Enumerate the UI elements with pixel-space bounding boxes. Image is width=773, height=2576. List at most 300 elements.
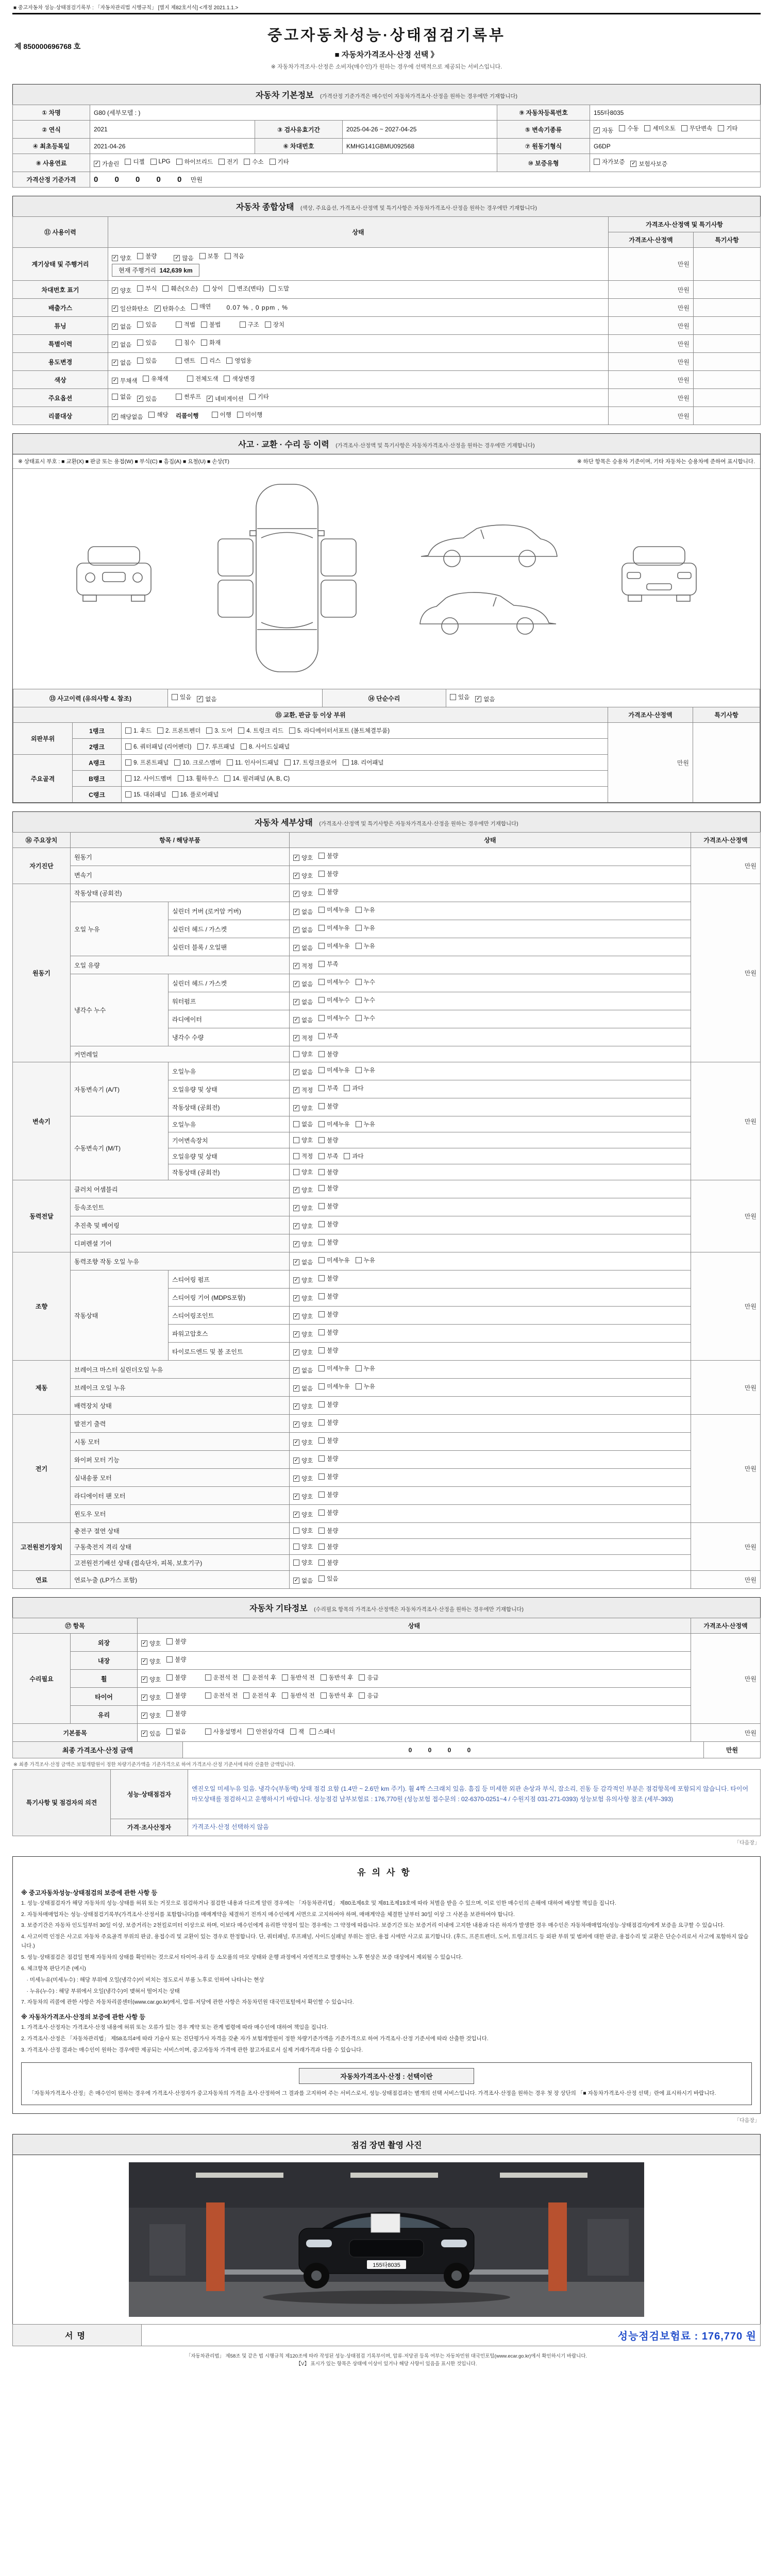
checkbox-option[interactable] — [619, 124, 638, 132]
checkbox-unchecked-icon[interactable] — [172, 694, 178, 700]
checkbox-option[interactable] — [150, 159, 171, 165]
checkbox-option[interactable] — [318, 924, 349, 932]
checkbox-checked-icon[interactable]: ✓ — [94, 161, 99, 166]
checkbox-unchecked-icon[interactable] — [318, 1528, 325, 1534]
checkbox-unchecked-icon[interactable] — [137, 285, 143, 292]
checkbox-unchecked-icon[interactable] — [225, 253, 231, 259]
checkbox-unchecked-icon[interactable] — [356, 979, 362, 985]
checkbox-unchecked-icon[interactable] — [318, 1033, 325, 1039]
checkbox-option[interactable] — [155, 304, 186, 313]
checkbox-option[interactable] — [243, 1691, 276, 1700]
checkbox-option[interactable] — [293, 1420, 313, 1429]
checkbox-checked-icon[interactable]: ✓ — [112, 378, 117, 383]
checkbox-checked-icon[interactable]: ✓ — [112, 306, 117, 311]
checkbox-option[interactable] — [293, 980, 313, 988]
checkbox-option[interactable] — [318, 1238, 338, 1246]
checkbox-checked-icon[interactable]: ✓ — [142, 1658, 147, 1664]
checkbox-option[interactable] — [475, 695, 495, 703]
checkbox-unchecked-icon[interactable] — [204, 285, 210, 292]
checkbox-unchecked-icon[interactable] — [318, 1257, 325, 1263]
checkbox-checked-icon[interactable]: ✓ — [294, 1017, 299, 1023]
checkbox-unchecked-icon[interactable] — [594, 159, 600, 165]
checkbox-unchecked-icon[interactable] — [166, 1692, 173, 1699]
checkbox-option[interactable] — [205, 1673, 238, 1682]
checkbox-checked-icon[interactable]: ✓ — [294, 1277, 299, 1283]
checkbox-option[interactable] — [176, 338, 195, 347]
checkbox-option[interactable] — [141, 1711, 161, 1720]
checkbox-unchecked-icon[interactable] — [162, 285, 169, 292]
checkbox-option[interactable] — [176, 158, 213, 166]
checkbox-unchecked-icon[interactable] — [226, 358, 232, 364]
checkbox-checked-icon[interactable]: ✓ — [294, 1205, 299, 1211]
checkbox-option[interactable] — [318, 1472, 338, 1481]
checkbox-option[interactable] — [356, 942, 375, 950]
checkbox-option[interactable] — [356, 1066, 375, 1074]
checkbox-unchecked-icon[interactable] — [318, 1239, 325, 1245]
checkbox-option[interactable] — [293, 926, 313, 934]
checkbox-unchecked-icon[interactable] — [137, 321, 143, 328]
checkbox-option[interactable] — [226, 357, 251, 365]
checkbox-unchecked-icon[interactable] — [318, 1510, 325, 1516]
checkbox-unchecked-icon[interactable] — [176, 159, 182, 165]
checkbox-option[interactable] — [321, 1673, 354, 1682]
checkbox-unchecked-icon[interactable] — [176, 394, 182, 400]
checkbox-unchecked-icon[interactable] — [137, 253, 143, 259]
checkbox-option[interactable] — [201, 320, 221, 329]
checkbox-unchecked-icon[interactable] — [318, 925, 325, 931]
checkbox-unchecked-icon[interactable] — [318, 1085, 325, 1091]
checkbox-option[interactable] — [290, 1727, 304, 1736]
checkbox-unchecked-icon[interactable] — [125, 775, 131, 782]
checkbox-unchecked-icon[interactable] — [265, 321, 271, 328]
checkbox-unchecked-icon[interactable] — [318, 1015, 325, 1021]
checkbox-unchecked-icon[interactable] — [224, 775, 230, 782]
checkbox-option[interactable] — [318, 1509, 338, 1517]
checkbox-option[interactable] — [318, 1084, 338, 1092]
checkbox-unchecked-icon[interactable] — [143, 376, 149, 382]
checkbox-unchecked-icon[interactable] — [125, 759, 131, 766]
checkbox-checked-icon[interactable]: ✓ — [631, 161, 636, 166]
checkbox-option[interactable] — [359, 1691, 378, 1700]
checkbox-unchecked-icon[interactable] — [344, 1085, 350, 1091]
checkbox-option[interactable] — [318, 1152, 338, 1160]
checkbox-checked-icon[interactable]: ✓ — [294, 1331, 299, 1337]
checkbox-unchecked-icon[interactable] — [356, 907, 362, 913]
checkbox-option[interactable] — [293, 1558, 313, 1567]
checkbox-unchecked-icon[interactable] — [344, 1153, 350, 1159]
checkbox-option[interactable] — [318, 1382, 349, 1391]
checkbox-unchecked-icon[interactable] — [201, 358, 207, 364]
checkbox-unchecked-icon[interactable] — [205, 1728, 211, 1735]
checkbox-checked-icon[interactable]: ✓ — [476, 696, 481, 702]
checkbox-option[interactable] — [125, 758, 169, 767]
checkbox-checked-icon[interactable]: ✓ — [207, 396, 212, 401]
checkbox-option[interactable] — [359, 1673, 378, 1682]
checkbox-option[interactable] — [318, 1346, 338, 1354]
checkbox-option[interactable] — [112, 304, 149, 313]
checkbox-unchecked-icon[interactable] — [166, 1656, 173, 1663]
checkbox-option[interactable] — [212, 411, 231, 419]
checkbox-option[interactable] — [205, 1727, 242, 1736]
checkbox-option[interactable] — [204, 284, 223, 293]
checkbox-checked-icon[interactable]: ✓ — [112, 414, 117, 419]
checkbox-unchecked-icon[interactable] — [356, 1365, 362, 1371]
checkbox-option[interactable] — [187, 375, 218, 383]
checkbox-unchecked-icon[interactable] — [318, 853, 325, 859]
checkbox-unchecked-icon[interactable] — [289, 727, 295, 734]
checkbox-checked-icon[interactable]: ✓ — [175, 255, 179, 261]
checkbox-option[interactable] — [293, 890, 313, 898]
checkbox-option[interactable] — [594, 158, 625, 166]
checkbox-option[interactable] — [293, 1222, 313, 1230]
checkbox-option[interactable] — [293, 962, 313, 970]
checkbox-option[interactable] — [284, 758, 337, 767]
checkbox-option[interactable] — [166, 1727, 186, 1736]
checkbox-option[interactable] — [112, 359, 131, 367]
checkbox-option[interactable] — [199, 252, 219, 260]
checkbox-option[interactable] — [318, 1574, 338, 1583]
checkbox-checked-icon[interactable]: ✓ — [294, 927, 299, 933]
checkbox-checked-icon[interactable]: ✓ — [294, 1313, 299, 1319]
checkbox-option[interactable] — [112, 286, 131, 295]
checkbox-option[interactable] — [249, 393, 269, 401]
checkbox-option[interactable] — [282, 1691, 315, 1700]
checkbox-option[interactable] — [166, 1637, 186, 1646]
checkbox-unchecked-icon[interactable] — [356, 1257, 362, 1263]
checkbox-option[interactable] — [356, 1256, 375, 1264]
checkbox-option[interactable] — [318, 1310, 338, 1318]
checkbox-option[interactable] — [318, 1032, 338, 1040]
checkbox-checked-icon[interactable]: ✓ — [294, 1259, 299, 1265]
checkbox-option[interactable] — [318, 1292, 338, 1300]
checkbox-option[interactable] — [318, 1168, 338, 1176]
checkbox-option[interactable] — [112, 413, 143, 421]
checkbox-option[interactable] — [141, 1730, 161, 1738]
checkbox-unchecked-icon[interactable] — [178, 775, 184, 782]
checkbox-checked-icon[interactable]: ✓ — [294, 1403, 299, 1409]
checkbox-option[interactable] — [293, 1152, 313, 1160]
checkbox-option[interactable] — [318, 1014, 349, 1022]
checkbox-unchecked-icon[interactable] — [318, 943, 325, 949]
checkbox-option[interactable] — [293, 1104, 313, 1112]
checkbox-option[interactable] — [293, 1034, 313, 1042]
checkbox-unchecked-icon[interactable] — [240, 321, 246, 328]
checkbox-unchecked-icon[interactable] — [318, 1473, 325, 1480]
checkbox-option[interactable] — [318, 1527, 338, 1535]
checkbox-option[interactable] — [244, 158, 263, 166]
checkbox-unchecked-icon[interactable] — [318, 907, 325, 913]
checkbox-option[interactable] — [318, 1328, 338, 1336]
checkbox-option[interactable] — [137, 395, 157, 403]
checkbox-option[interactable] — [293, 1086, 313, 1094]
checkbox-unchecked-icon[interactable] — [166, 1710, 173, 1717]
checkbox-unchecked-icon[interactable] — [318, 1383, 325, 1389]
checkbox-option[interactable] — [125, 790, 166, 799]
checkbox-unchecked-icon[interactable] — [681, 125, 687, 131]
checkbox-option[interactable] — [318, 1256, 349, 1264]
checkbox-option[interactable] — [293, 1136, 313, 1144]
checkbox-option[interactable] — [318, 888, 338, 896]
checkbox-option[interactable] — [293, 1294, 313, 1302]
checkbox-unchecked-icon[interactable] — [318, 1455, 325, 1462]
checkbox-unchecked-icon[interactable] — [125, 727, 131, 734]
checkbox-option[interactable] — [293, 854, 313, 862]
checkbox-unchecked-icon[interactable] — [282, 1674, 288, 1681]
checkbox-unchecked-icon[interactable] — [112, 394, 118, 400]
checkbox-unchecked-icon[interactable] — [356, 1121, 362, 1127]
checkbox-option[interactable] — [125, 158, 144, 166]
checkbox-option[interactable] — [293, 1456, 313, 1465]
checkbox-unchecked-icon[interactable] — [318, 1560, 325, 1566]
checkbox-unchecked-icon[interactable] — [318, 1185, 325, 1191]
checkbox-option[interactable] — [318, 1418, 338, 1427]
checkbox-unchecked-icon[interactable] — [249, 394, 256, 400]
checkbox-checked-icon[interactable]: ✓ — [294, 855, 299, 860]
checkbox-option[interactable] — [237, 411, 262, 419]
checkbox-option[interactable] — [318, 1136, 338, 1144]
checkbox-option[interactable] — [293, 1348, 313, 1357]
checkbox-option[interactable] — [718, 124, 737, 132]
checkbox-option[interactable] — [166, 1655, 186, 1664]
checkbox-unchecked-icon[interactable] — [318, 871, 325, 877]
checkbox-unchecked-icon[interactable] — [148, 412, 155, 418]
checkbox-option[interactable] — [318, 906, 349, 914]
checkbox-unchecked-icon[interactable] — [176, 340, 182, 346]
checkbox-checked-icon[interactable]: ✓ — [294, 963, 299, 969]
checkbox-option[interactable] — [243, 1673, 276, 1682]
checkbox-option[interactable] — [681, 124, 712, 132]
checkbox-unchecked-icon[interactable] — [318, 1401, 325, 1408]
checkbox-option[interactable] — [630, 160, 667, 168]
checkbox-checked-icon[interactable]: ✓ — [142, 1676, 147, 1682]
checkbox-unchecked-icon[interactable] — [359, 1692, 365, 1699]
checkbox-option[interactable] — [125, 726, 152, 735]
checkbox-option[interactable] — [141, 1675, 161, 1684]
checkbox-checked-icon[interactable]: ✓ — [294, 1105, 299, 1111]
checkbox-checked-icon[interactable]: ✓ — [294, 1349, 299, 1355]
checkbox-unchecked-icon[interactable] — [270, 159, 276, 165]
checkbox-unchecked-icon[interactable] — [359, 1674, 365, 1681]
checkbox-unchecked-icon[interactable] — [293, 1169, 299, 1175]
checkbox-unchecked-icon[interactable] — [191, 303, 197, 310]
checkbox-unchecked-icon[interactable] — [318, 979, 325, 985]
checkbox-checked-icon[interactable]: ✓ — [294, 1421, 299, 1427]
checkbox-unchecked-icon[interactable] — [125, 159, 131, 165]
checkbox-option[interactable] — [318, 942, 349, 950]
checkbox-option[interactable] — [293, 1438, 313, 1447]
checkbox-option[interactable] — [112, 377, 137, 385]
checkbox-option[interactable] — [318, 1274, 338, 1282]
checkbox-option[interactable] — [172, 693, 191, 701]
checkbox-option[interactable] — [270, 158, 289, 166]
checkbox-option[interactable] — [310, 1727, 335, 1736]
checkbox-option[interactable] — [176, 393, 201, 401]
checkbox-checked-icon[interactable]: ✓ — [294, 1223, 299, 1229]
checkbox-unchecked-icon[interactable] — [206, 727, 212, 734]
checkbox-option[interactable] — [166, 1673, 186, 1682]
checkbox-option[interactable] — [318, 1364, 349, 1372]
checkbox-option[interactable] — [318, 1558, 338, 1567]
checkbox-unchecked-icon[interactable] — [318, 1103, 325, 1109]
checkbox-option[interactable] — [293, 1366, 313, 1375]
checkbox-unchecked-icon[interactable] — [356, 1383, 362, 1389]
checkbox-unchecked-icon[interactable] — [187, 376, 193, 382]
checkbox-unchecked-icon[interactable] — [718, 125, 724, 131]
checkbox-unchecked-icon[interactable] — [243, 1692, 249, 1699]
checkbox-unchecked-icon[interactable] — [293, 1528, 299, 1534]
checkbox-option[interactable] — [94, 160, 119, 168]
checkbox-option[interactable] — [227, 758, 279, 767]
checkbox-checked-icon[interactable]: ✓ — [294, 945, 299, 951]
checkbox-option[interactable] — [318, 870, 338, 878]
checkbox-option[interactable] — [240, 320, 259, 329]
checkbox-option[interactable] — [197, 742, 235, 751]
checkbox-checked-icon[interactable]: ✓ — [112, 287, 117, 293]
checkbox-unchecked-icon[interactable] — [318, 1311, 325, 1317]
checkbox-unchecked-icon[interactable] — [201, 321, 207, 328]
checkbox-checked-icon[interactable]: ✓ — [594, 127, 599, 133]
checkbox-option[interactable] — [318, 1490, 338, 1499]
checkbox-option[interactable] — [356, 1120, 375, 1128]
checkbox-option[interactable] — [356, 978, 375, 986]
checkbox-checked-icon[interactable]: ✓ — [138, 396, 143, 401]
checkbox-option[interactable] — [201, 357, 221, 365]
checkbox-unchecked-icon[interactable] — [137, 340, 143, 346]
checkbox-unchecked-icon[interactable] — [227, 759, 233, 766]
checkbox-option[interactable] — [197, 695, 216, 703]
checkbox-option[interactable] — [293, 1511, 313, 1519]
checkbox-option[interactable] — [157, 726, 200, 735]
checkbox-checked-icon[interactable]: ✓ — [294, 1439, 299, 1445]
checkbox-unchecked-icon[interactable] — [356, 1015, 362, 1021]
checkbox-option[interactable] — [137, 338, 157, 347]
checkbox-unchecked-icon[interactable] — [318, 1492, 325, 1498]
checkbox-option[interactable] — [318, 1543, 338, 1551]
checkbox-unchecked-icon[interactable] — [238, 727, 244, 734]
checkbox-option[interactable] — [318, 1066, 349, 1074]
checkbox-option[interactable] — [141, 1639, 161, 1648]
checkbox-option[interactable] — [356, 924, 375, 932]
checkbox-unchecked-icon[interactable] — [310, 1728, 316, 1735]
checkbox-checked-icon[interactable]: ✓ — [294, 1578, 299, 1583]
checkbox-option[interactable] — [293, 1016, 313, 1024]
checkbox-checked-icon[interactable]: ✓ — [112, 324, 117, 329]
checkbox-unchecked-icon[interactable] — [282, 1692, 288, 1699]
checkbox-option[interactable] — [141, 1657, 161, 1666]
checkbox-option[interactable] — [318, 1050, 338, 1058]
checkbox-checked-icon[interactable]: ✓ — [294, 1035, 299, 1041]
checkbox-unchecked-icon[interactable] — [318, 1137, 325, 1143]
checkbox-unchecked-icon[interactable] — [125, 743, 131, 750]
checkbox-unchecked-icon[interactable] — [318, 1544, 325, 1550]
checkbox-option[interactable] — [137, 284, 157, 293]
checkbox-option[interactable] — [225, 252, 244, 260]
checkbox-option[interactable] — [176, 320, 195, 329]
checkbox-option[interactable] — [166, 1709, 186, 1718]
checkbox-unchecked-icon[interactable] — [229, 285, 235, 292]
checkbox-option[interactable] — [356, 1382, 375, 1391]
checkbox-unchecked-icon[interactable] — [199, 253, 206, 259]
checkbox-unchecked-icon[interactable] — [293, 1121, 299, 1127]
checkbox-checked-icon[interactable]: ✓ — [112, 360, 117, 365]
checkbox-unchecked-icon[interactable] — [293, 1137, 299, 1143]
checkbox-option[interactable] — [356, 1014, 375, 1022]
checkbox-option[interactable] — [178, 774, 219, 783]
checkbox-option[interactable] — [318, 1220, 338, 1228]
checkbox-checked-icon[interactable]: ✓ — [294, 981, 299, 987]
checkbox-checked-icon[interactable]: ✓ — [294, 1476, 299, 1481]
checkbox-option[interactable] — [293, 1186, 313, 1194]
checkbox-option[interactable] — [293, 1527, 313, 1535]
checkbox-option[interactable] — [224, 774, 290, 783]
checkbox-unchecked-icon[interactable] — [356, 943, 362, 949]
checkbox-checked-icon[interactable]: ✓ — [294, 891, 299, 896]
checkbox-option[interactable] — [148, 411, 168, 419]
checkbox-unchecked-icon[interactable] — [244, 159, 250, 165]
checkbox-option[interactable] — [112, 254, 131, 262]
checkbox-option[interactable] — [176, 357, 195, 365]
checkbox-option[interactable] — [191, 302, 211, 311]
checkbox-option[interactable] — [293, 1577, 313, 1585]
checkbox-unchecked-icon[interactable] — [356, 925, 362, 931]
checkbox-unchecked-icon[interactable] — [290, 1728, 296, 1735]
checkbox-unchecked-icon[interactable] — [318, 889, 325, 895]
checkbox-option[interactable] — [201, 338, 221, 347]
checkbox-option[interactable] — [293, 1204, 313, 1212]
checkbox-unchecked-icon[interactable] — [644, 125, 650, 131]
checkbox-option[interactable] — [206, 726, 232, 735]
checkbox-option[interactable] — [318, 1454, 338, 1463]
checkbox-unchecked-icon[interactable] — [356, 997, 362, 1003]
checkbox-unchecked-icon[interactable] — [318, 1153, 325, 1159]
checkbox-option[interactable] — [293, 944, 313, 952]
checkbox-option[interactable] — [293, 1276, 313, 1284]
checkbox-unchecked-icon[interactable] — [318, 1221, 325, 1227]
checkbox-option[interactable] — [112, 341, 131, 349]
checkbox-option[interactable] — [293, 1120, 313, 1128]
checkbox-option[interactable] — [321, 1691, 354, 1700]
checkbox-option[interactable] — [293, 1168, 313, 1176]
checkbox-unchecked-icon[interactable] — [318, 961, 325, 967]
checkbox-option[interactable] — [137, 252, 157, 260]
checkbox-unchecked-icon[interactable] — [201, 340, 207, 346]
checkbox-option[interactable] — [224, 375, 255, 383]
checkbox-unchecked-icon[interactable] — [318, 1329, 325, 1335]
checkbox-option[interactable] — [229, 284, 264, 293]
checkbox-unchecked-icon[interactable] — [318, 1347, 325, 1353]
checkbox-option[interactable] — [141, 1693, 161, 1702]
checkbox-checked-icon[interactable]: ✓ — [198, 696, 203, 702]
checkbox-unchecked-icon[interactable] — [125, 791, 131, 798]
checkbox-option[interactable] — [137, 320, 157, 329]
checkbox-unchecked-icon[interactable] — [176, 358, 182, 364]
checkbox-option[interactable] — [293, 1493, 313, 1501]
checkbox-option[interactable] — [293, 1475, 313, 1483]
checkbox-unchecked-icon[interactable] — [176, 321, 182, 328]
checkbox-option[interactable] — [293, 1402, 313, 1411]
checkbox-option[interactable] — [644, 124, 675, 132]
checkbox-unchecked-icon[interactable] — [137, 358, 143, 364]
checkbox-option[interactable] — [125, 774, 172, 783]
checkbox-option[interactable] — [318, 1102, 338, 1110]
checkbox-option[interactable] — [293, 908, 313, 916]
checkbox-option[interactable] — [270, 284, 289, 293]
checkbox-unchecked-icon[interactable] — [174, 759, 180, 766]
checkbox-option[interactable] — [318, 996, 349, 1004]
checkbox-option[interactable] — [318, 1400, 338, 1409]
checkbox-option[interactable] — [125, 742, 192, 751]
checkbox-unchecked-icon[interactable] — [219, 159, 225, 165]
